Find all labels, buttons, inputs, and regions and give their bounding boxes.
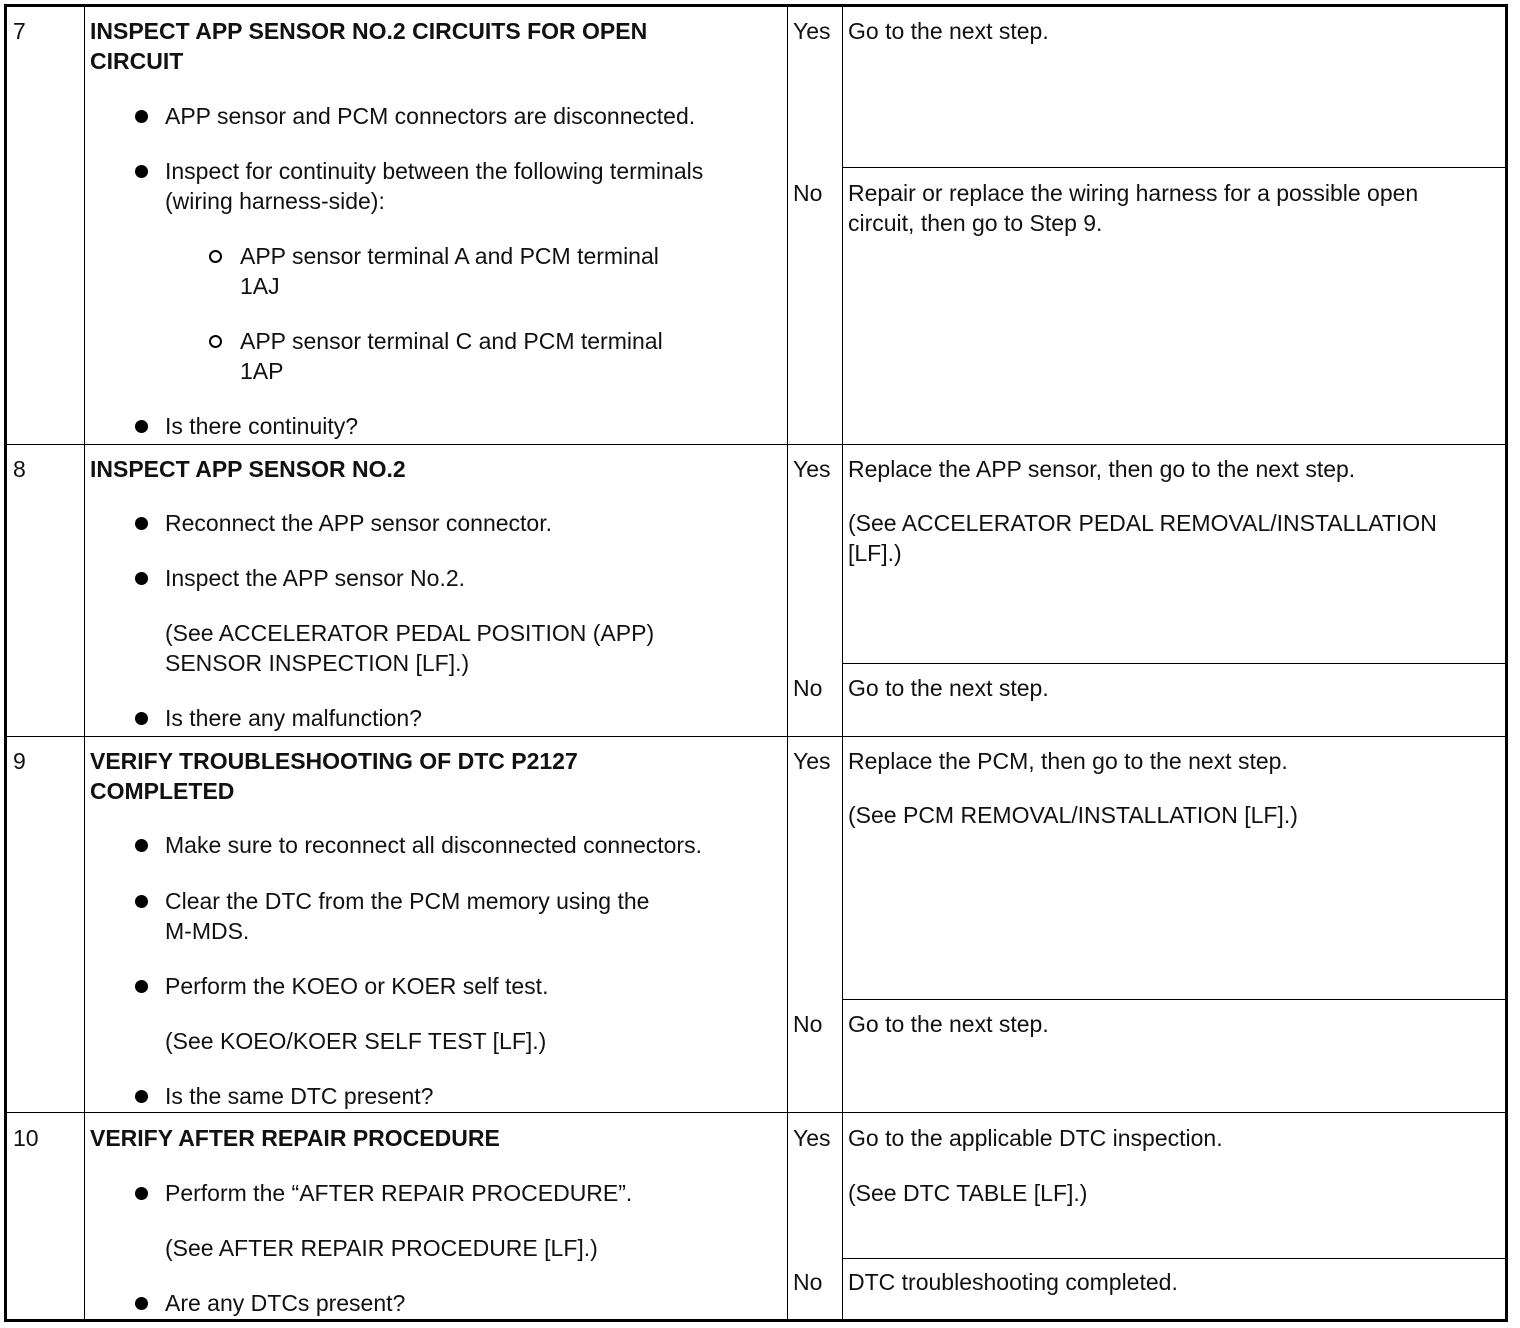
step-item: Perform the “AFTER REPAIR PROCEDURE”. [165, 1180, 633, 1206]
bullet-icon [135, 165, 148, 178]
step-number: 9 [13, 748, 26, 774]
row-divider [7, 1112, 1505, 1113]
yes-answer: Replace the PCM, then go to the next step. [848, 748, 1288, 774]
step-title: INSPECT APP SENSOR NO.2 [90, 456, 406, 482]
yes-answer: (See DTC TABLE [LF].) [848, 1180, 1088, 1206]
answer-divider [842, 663, 1505, 664]
no-answer: DTC troubleshooting completed. [848, 1269, 1178, 1295]
step-item-reference: SENSOR INSPECTION [LF].) [165, 650, 470, 676]
yes-answer: (See ACCELERATOR PEDAL REMOVAL/INSTALLATION [848, 510, 1437, 536]
no-answer: Repair or replace the wiring harness for a possible open [848, 180, 1419, 206]
bullet-icon [135, 895, 148, 908]
no-label: No [793, 675, 823, 701]
step-number: 7 [13, 18, 26, 44]
troubleshooting-table [4, 4, 1508, 1322]
column-divider [787, 7, 788, 1319]
step-item: Is there continuity? [165, 413, 359, 439]
step-item: Are any DTCs present? [165, 1290, 406, 1316]
step-number: 10 [13, 1125, 39, 1151]
yes-answer: Replace the APP sensor, then go to the next step. [848, 456, 1356, 482]
step-sub-item: APP sensor terminal C and PCM terminal [240, 328, 663, 354]
yes-answer: [LF].) [848, 540, 902, 566]
step-item: Clear the DTC from the PCM memory using the [165, 888, 650, 914]
step-title: VERIFY AFTER REPAIR PROCEDURE [90, 1125, 500, 1151]
step-item: APP sensor and PCM connectors are disconnected. [165, 103, 696, 129]
yes-label: Yes [793, 1125, 831, 1151]
no-answer: Go to the next step. [848, 1011, 1049, 1037]
yes-label: Yes [793, 748, 831, 774]
bullet-icon [135, 572, 148, 585]
step-item: Is the same DTC present? [165, 1083, 434, 1109]
step-item: Inspect for continuity between the following terminals [165, 158, 704, 184]
step-title: VERIFY TROUBLESHOOTING OF DTC P2127 [90, 748, 578, 774]
yes-label: Yes [793, 456, 831, 482]
step-sub-item: 1AJ [240, 273, 280, 299]
yes-answer: Go to the next step. [848, 18, 1049, 44]
step-item: Reconnect the APP sensor connector. [165, 510, 552, 536]
yes-answer: (See PCM REMOVAL/INSTALLATION [LF].) [848, 802, 1298, 828]
bullet-icon [135, 839, 148, 852]
step-title: INSPECT APP SENSOR NO.2 CIRCUITS FOR OPEN [90, 18, 648, 44]
step-item: Is there any malfunction? [165, 705, 422, 731]
bullet-icon [135, 1090, 148, 1103]
answer-divider [842, 167, 1505, 168]
no-label: No [793, 180, 823, 206]
step-item: Inspect the APP sensor No.2. [165, 565, 466, 591]
bullet-icon [135, 1297, 148, 1310]
yes-answer: Go to the applicable DTC inspection. [848, 1125, 1223, 1151]
bullet-icon [135, 110, 148, 123]
answer-divider [842, 999, 1505, 1000]
no-label: No [793, 1011, 823, 1037]
step-item: M-MDS. [165, 918, 250, 944]
yes-label: Yes [793, 18, 831, 44]
no-label: No [793, 1269, 823, 1295]
step-item: Make sure to reconnect all disconnected connectors. [165, 832, 702, 858]
column-divider [84, 7, 85, 1319]
answer-divider [842, 1258, 1505, 1259]
step-number: 8 [13, 456, 26, 482]
step-title: COMPLETED [90, 778, 235, 804]
step-item-reference: (See AFTER REPAIR PROCEDURE [LF].) [165, 1235, 598, 1261]
bullet-icon [135, 517, 148, 530]
row-divider [7, 444, 1505, 445]
bullet-icon [135, 420, 148, 433]
step-sub-item: APP sensor terminal A and PCM terminal [240, 243, 659, 269]
row-divider [7, 736, 1505, 737]
bullet-icon [135, 712, 148, 725]
step-item: Perform the KOEO or KOER self test. [165, 973, 549, 999]
no-answer: Go to the next step. [848, 675, 1049, 701]
no-answer: circuit, then go to Step 9. [848, 210, 1103, 236]
bullet-icon [135, 980, 148, 993]
step-item-reference: (See KOEO/KOER SELF TEST [LF].) [165, 1028, 547, 1054]
step-item-reference: (See ACCELERATOR PEDAL POSITION (APP) [165, 620, 655, 646]
step-sub-item: 1AP [240, 358, 284, 384]
step-title: CIRCUIT [90, 48, 184, 74]
bullet-icon [135, 1187, 148, 1200]
sub-bullet-icon [209, 250, 222, 263]
sub-bullet-icon [209, 335, 222, 348]
step-item: (wiring harness-side): [165, 188, 385, 214]
